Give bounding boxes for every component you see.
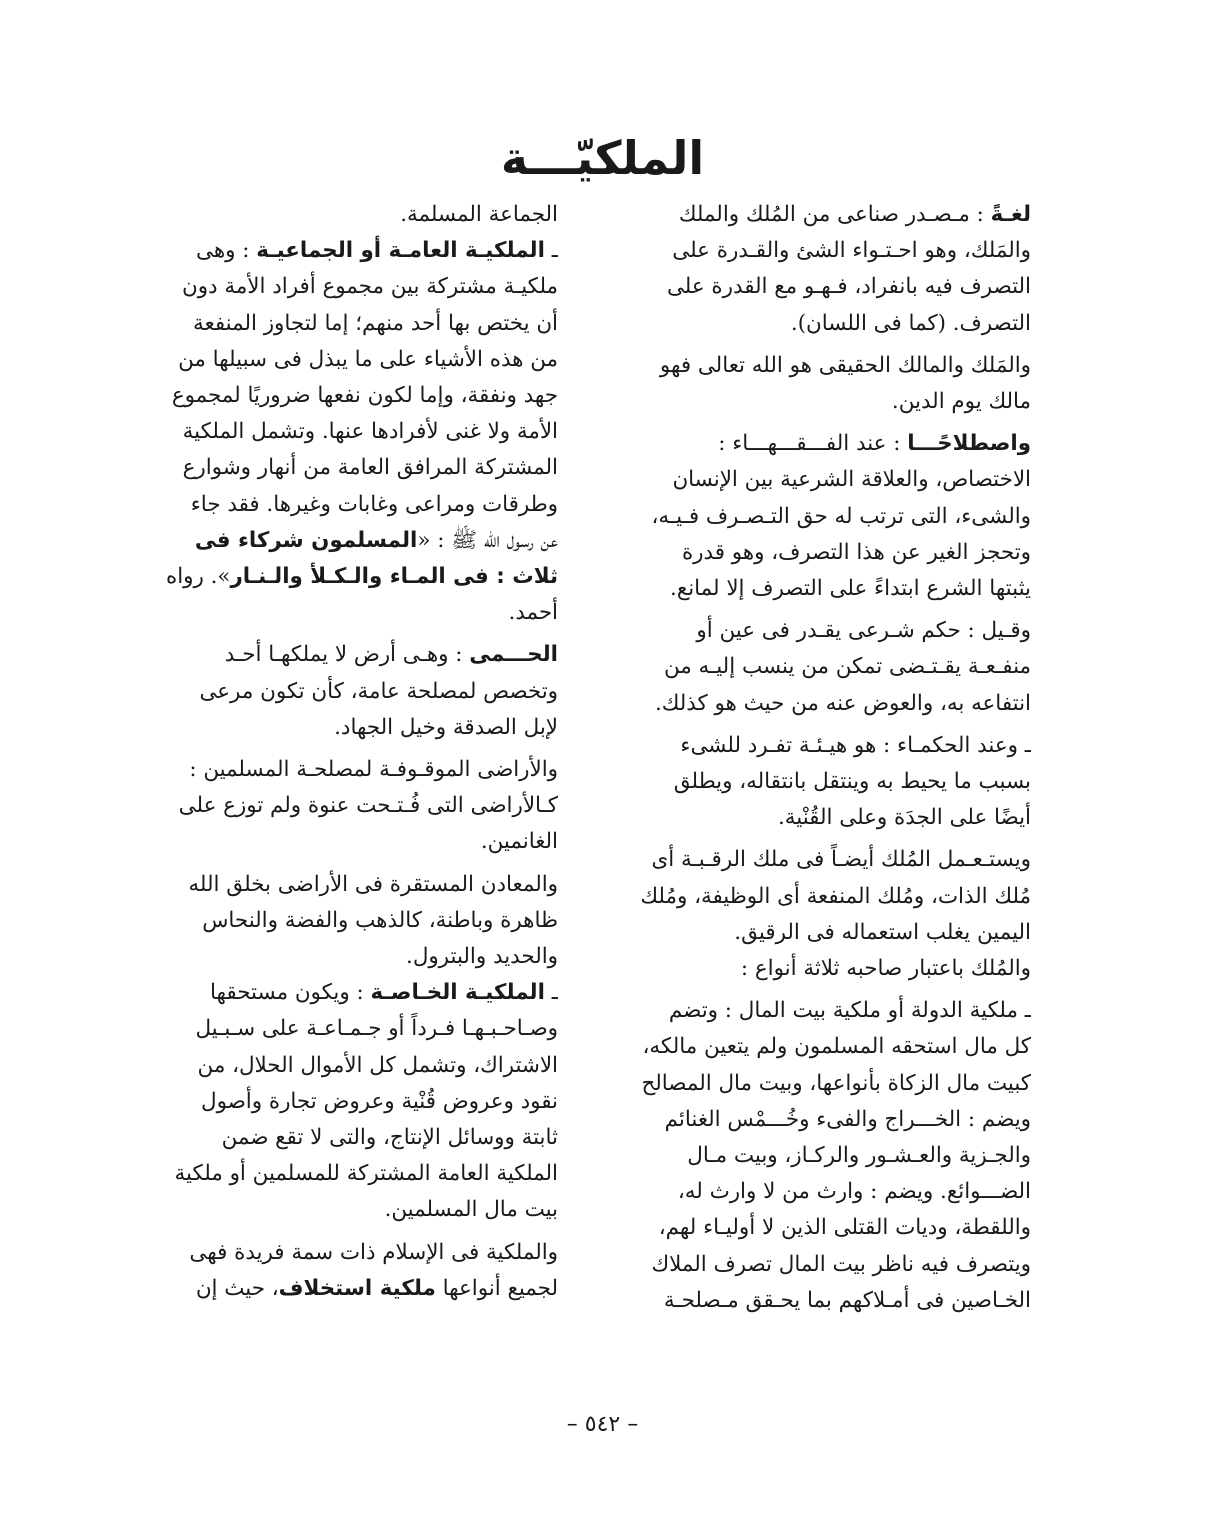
- text-line: [591, 1102, 1031, 1138]
- text-line: [591, 1283, 1031, 1319]
- line-text: أحمد.: [508, 600, 558, 626]
- text-line: [591, 1210, 1031, 1246]
- text-line: [118, 1271, 558, 1307]
- line-text: منفـعـة يقـتـضى تمكن من ينسب إليـه من: [663, 654, 1031, 680]
- line-text: مُلك الذات، ومُلك المنفعة أى الوظيفة، ومُلك: [640, 883, 1031, 909]
- line-text: والمَلك، وهو احـتـواء الشئ والقـدرة على: [672, 238, 1031, 264]
- line-text: والأراضى الموقـوفـة لمصلحـة المسلمين :: [189, 757, 558, 783]
- text-line: [591, 1138, 1031, 1174]
- line-text: وتخصص لمصلحة عامة، كأن تكون مرعى: [199, 678, 558, 704]
- text-line: [591, 993, 1031, 1029]
- text-line: [118, 752, 558, 788]
- line-text: ـ وعند الحكمـاء : هو هيـئـة تفـرد للشىء: [680, 732, 1031, 758]
- text-line: [118, 342, 558, 378]
- line-text: وتحجز الغير عن هذا التصرف، وهو قدرة: [681, 539, 1031, 565]
- line-text: مالك يوم الدين.: [891, 389, 1031, 415]
- line-text: جهد ونفقة، وإما لكون نفعها ضروريًا لمجموع: [171, 383, 558, 409]
- line-text: كل مال استحقه المسلمون ولم يتعين مالكه،: [642, 1034, 1031, 1060]
- line-text: نقود وعروض قُنْية وعروض تجارة وأصول: [201, 1088, 558, 1114]
- line-text: وقـيل : حكم شـرعى يقـدر فى عين أو: [696, 618, 1031, 644]
- text-line: [118, 867, 558, 903]
- text-line: [118, 1120, 558, 1156]
- text-line: [591, 1029, 1031, 1065]
- line-text: والشىء، التى ترتب له حق التـصـرف فـيـه،: [651, 503, 1031, 529]
- text-line: [591, 306, 1031, 342]
- line-text: ويتصرف فيه ناظر بيت المال تصرف الملاك: [651, 1251, 1031, 1277]
- line-text: ظاهرة وباطنة، كالذهب والفضة والنحاس: [202, 907, 558, 933]
- text-line: [591, 1066, 1031, 1102]
- text-line: [118, 710, 558, 746]
- text-line: [118, 1235, 558, 1271]
- text-line: [591, 764, 1031, 800]
- text-line: [591, 269, 1031, 305]
- line-text: ـ: [544, 980, 558, 1006]
- text-line: [591, 1247, 1031, 1283]
- text-line: [118, 674, 558, 710]
- line-text: والحديد والبترول.: [406, 944, 558, 970]
- bold-term: الملكيـة العامـة أو الجماعيـة: [256, 238, 545, 264]
- text-line: [591, 426, 1031, 462]
- line-text: الاختصاص، والعلاقة الشرعية بين الإنسان: [672, 467, 1031, 493]
- text-line: [591, 879, 1031, 915]
- line-text: : مـصـدر صناعى من المُلك والملك: [678, 202, 991, 227]
- text-line: [591, 233, 1031, 269]
- line-text: : وهـى أرض لا يملكهـا أحـد: [224, 642, 470, 668]
- line-text: ». رواه: [165, 564, 231, 590]
- text-line: [118, 975, 558, 1011]
- left-column: [118, 197, 558, 1307]
- line-text: الغانمين.: [480, 829, 558, 855]
- line-text: يثبتها الشرع ابتداءً على التصرف إلا لمانع.: [670, 576, 1031, 602]
- text-line: [118, 233, 558, 269]
- line-text: بسبب ما يحيط به وينتقل بانتقاله، ويطلق: [673, 769, 1031, 795]
- line-text: ، حيث إن: [195, 1275, 279, 1301]
- line-text: ـ: [544, 238, 558, 264]
- text-line: [118, 788, 558, 824]
- bold-term: ملكية استخلاف: [278, 1275, 436, 1301]
- line-text: ثابتة ووسائل الإنتاج، والتى لا تقع ضمن: [221, 1125, 558, 1151]
- line-text: عن رسول الله ﷺ : «: [417, 527, 558, 553]
- text-line: [118, 450, 558, 486]
- text-line: [591, 197, 1031, 233]
- line-text: الجماعة المسلمة.: [400, 202, 558, 227]
- line-text: الاشتراك، وتشمل كل الأموال الحلال، من: [197, 1052, 558, 1078]
- bold-term: الحـــمى: [469, 642, 558, 668]
- text-line: [591, 951, 1031, 987]
- text-line: [118, 414, 558, 450]
- text-line: [591, 571, 1031, 607]
- line-text: ملكيـة مشتركة بين مجموع أفراد الأمة دون: [182, 274, 558, 300]
- line-text: واللقطة، وديات القتلى الذين لا أوليـاء لهم،: [658, 1215, 1031, 1241]
- text-line: [591, 728, 1031, 764]
- bold-term: المسلمون شركاء فى: [194, 527, 418, 553]
- text-line: [118, 487, 558, 523]
- line-text: انتفاعه به، والعوض عنه من حيث هو كذلك.: [654, 690, 1031, 716]
- text-line: [591, 686, 1031, 722]
- text-line: [118, 269, 558, 305]
- page-title: الملكيّـــة: [500, 131, 705, 185]
- text-line: [118, 1192, 558, 1228]
- line-text: المشتركة المرافق العامة من أنهار وشوارع: [182, 455, 558, 481]
- line-text: والمعادن المستقرة فى الأراضى بخلق الله: [188, 871, 558, 897]
- line-text: التصرف. (كما فى اللسان).: [790, 310, 1031, 336]
- text-line: [118, 824, 558, 860]
- text-line: [118, 939, 558, 975]
- text-line: [118, 1156, 558, 1192]
- text-line: [591, 535, 1031, 571]
- text-line: [118, 1048, 558, 1084]
- line-text: الضـــوائع. ويضم : وارث من لا وارث له،: [677, 1179, 1031, 1205]
- line-text: كبيت مال الزكاة بأنواعها، وبيت مال المصالح: [641, 1070, 1031, 1096]
- line-text: وطرقات ومراعى وغابات وغيرها. فقد جاء: [190, 491, 558, 517]
- line-text: لإبل الصدقة وخيل الجهاد.: [334, 714, 558, 740]
- line-text: كـالأراضى التى فُـتـحت عنوة ولم توزع على: [178, 793, 558, 819]
- line-text: أن يختص بها أحد منهم؛ إما لتجاوز المنفعة: [193, 310, 558, 336]
- text-line: [591, 800, 1031, 836]
- bold-term: ثلاث : فى المـاء والـكـلأ والـنـار: [230, 564, 558, 590]
- text-line: [591, 499, 1031, 535]
- bold-term: لغـةً: [990, 202, 1031, 227]
- line-text: لجميع أنواعها: [435, 1275, 558, 1301]
- line-text: : وهى: [196, 238, 257, 264]
- text-line: [118, 637, 558, 673]
- line-text: والجـزية والعـشـور والركـاز، وبيت مـال: [687, 1143, 1031, 1169]
- text-line: [118, 903, 558, 939]
- text-line: [591, 915, 1031, 951]
- line-text: والملكية فى الإسلام ذات سمة فريدة فهى: [189, 1239, 558, 1265]
- right-column: [591, 197, 1031, 1319]
- text-line: [118, 523, 558, 559]
- line-text: اليمين يغلب استعماله فى الرقيق.: [734, 919, 1031, 945]
- line-text: ويضم : الخـــراج والفىء وخُـــمْس الغنائم: [664, 1106, 1031, 1132]
- text-line: [591, 462, 1031, 498]
- line-text: والمَلك والمالك الحقيقى هو الله تعالى فهو: [659, 352, 1031, 378]
- text-line: [118, 378, 558, 414]
- line-text: ويستـعـمل المُلك أيضـاً فى ملك الرقـبـة أى: [651, 847, 1031, 873]
- text-line: [591, 384, 1031, 420]
- line-text: من هذه الأشياء على ما يبذل فى سبيلها من: [178, 346, 558, 372]
- text-line: [118, 595, 558, 631]
- text-line: [118, 1011, 558, 1047]
- text-line: [118, 306, 558, 342]
- line-text: ـ ملكية الدولة أو ملكية بيت المال : وتضم: [668, 998, 1031, 1024]
- line-text: أيضًا على الجدَة وعلى القُنْية.: [777, 805, 1031, 831]
- line-text: الأمة ولا غنى لأفرادها عنها. وتشمل الملكية: [182, 419, 558, 445]
- text-line: [118, 559, 558, 595]
- line-text: : ويكون مستحقها: [210, 980, 371, 1006]
- text-line: [591, 842, 1031, 878]
- line-text: والمُلك باعتبار صاحبه ثلاثة أنواع :: [740, 956, 1031, 982]
- text-line: [591, 649, 1031, 685]
- line-text: بيت مال المسلمين.: [384, 1197, 558, 1223]
- line-text: الملكية العامة المشتركة للمسلمين أو ملكية: [174, 1161, 558, 1187]
- text-line: [591, 348, 1031, 384]
- line-text: التصرف فيه بانفراد، فـهـو مع القدرة على: [666, 274, 1031, 300]
- text-line: [591, 1174, 1031, 1210]
- line-text: وصـاحـبـهـا فـرداً أو جـمـاعـة على سـبـيل: [195, 1016, 558, 1042]
- page-number: – ٥٤٢ –: [566, 1412, 639, 1437]
- bold-term: واصطلاحًـــا: [907, 431, 1031, 457]
- text-line: [118, 1084, 558, 1120]
- text-line: [591, 613, 1031, 649]
- bold-term: الملكيـة الخـاصـة: [370, 980, 545, 1006]
- line-text: : عند الفـــقـــهـــاء :: [718, 431, 908, 457]
- line-text: الخـاصين فى أمـلاكهم بما يحـقق مـصلحـة: [663, 1287, 1031, 1313]
- text-line: [118, 197, 558, 233]
